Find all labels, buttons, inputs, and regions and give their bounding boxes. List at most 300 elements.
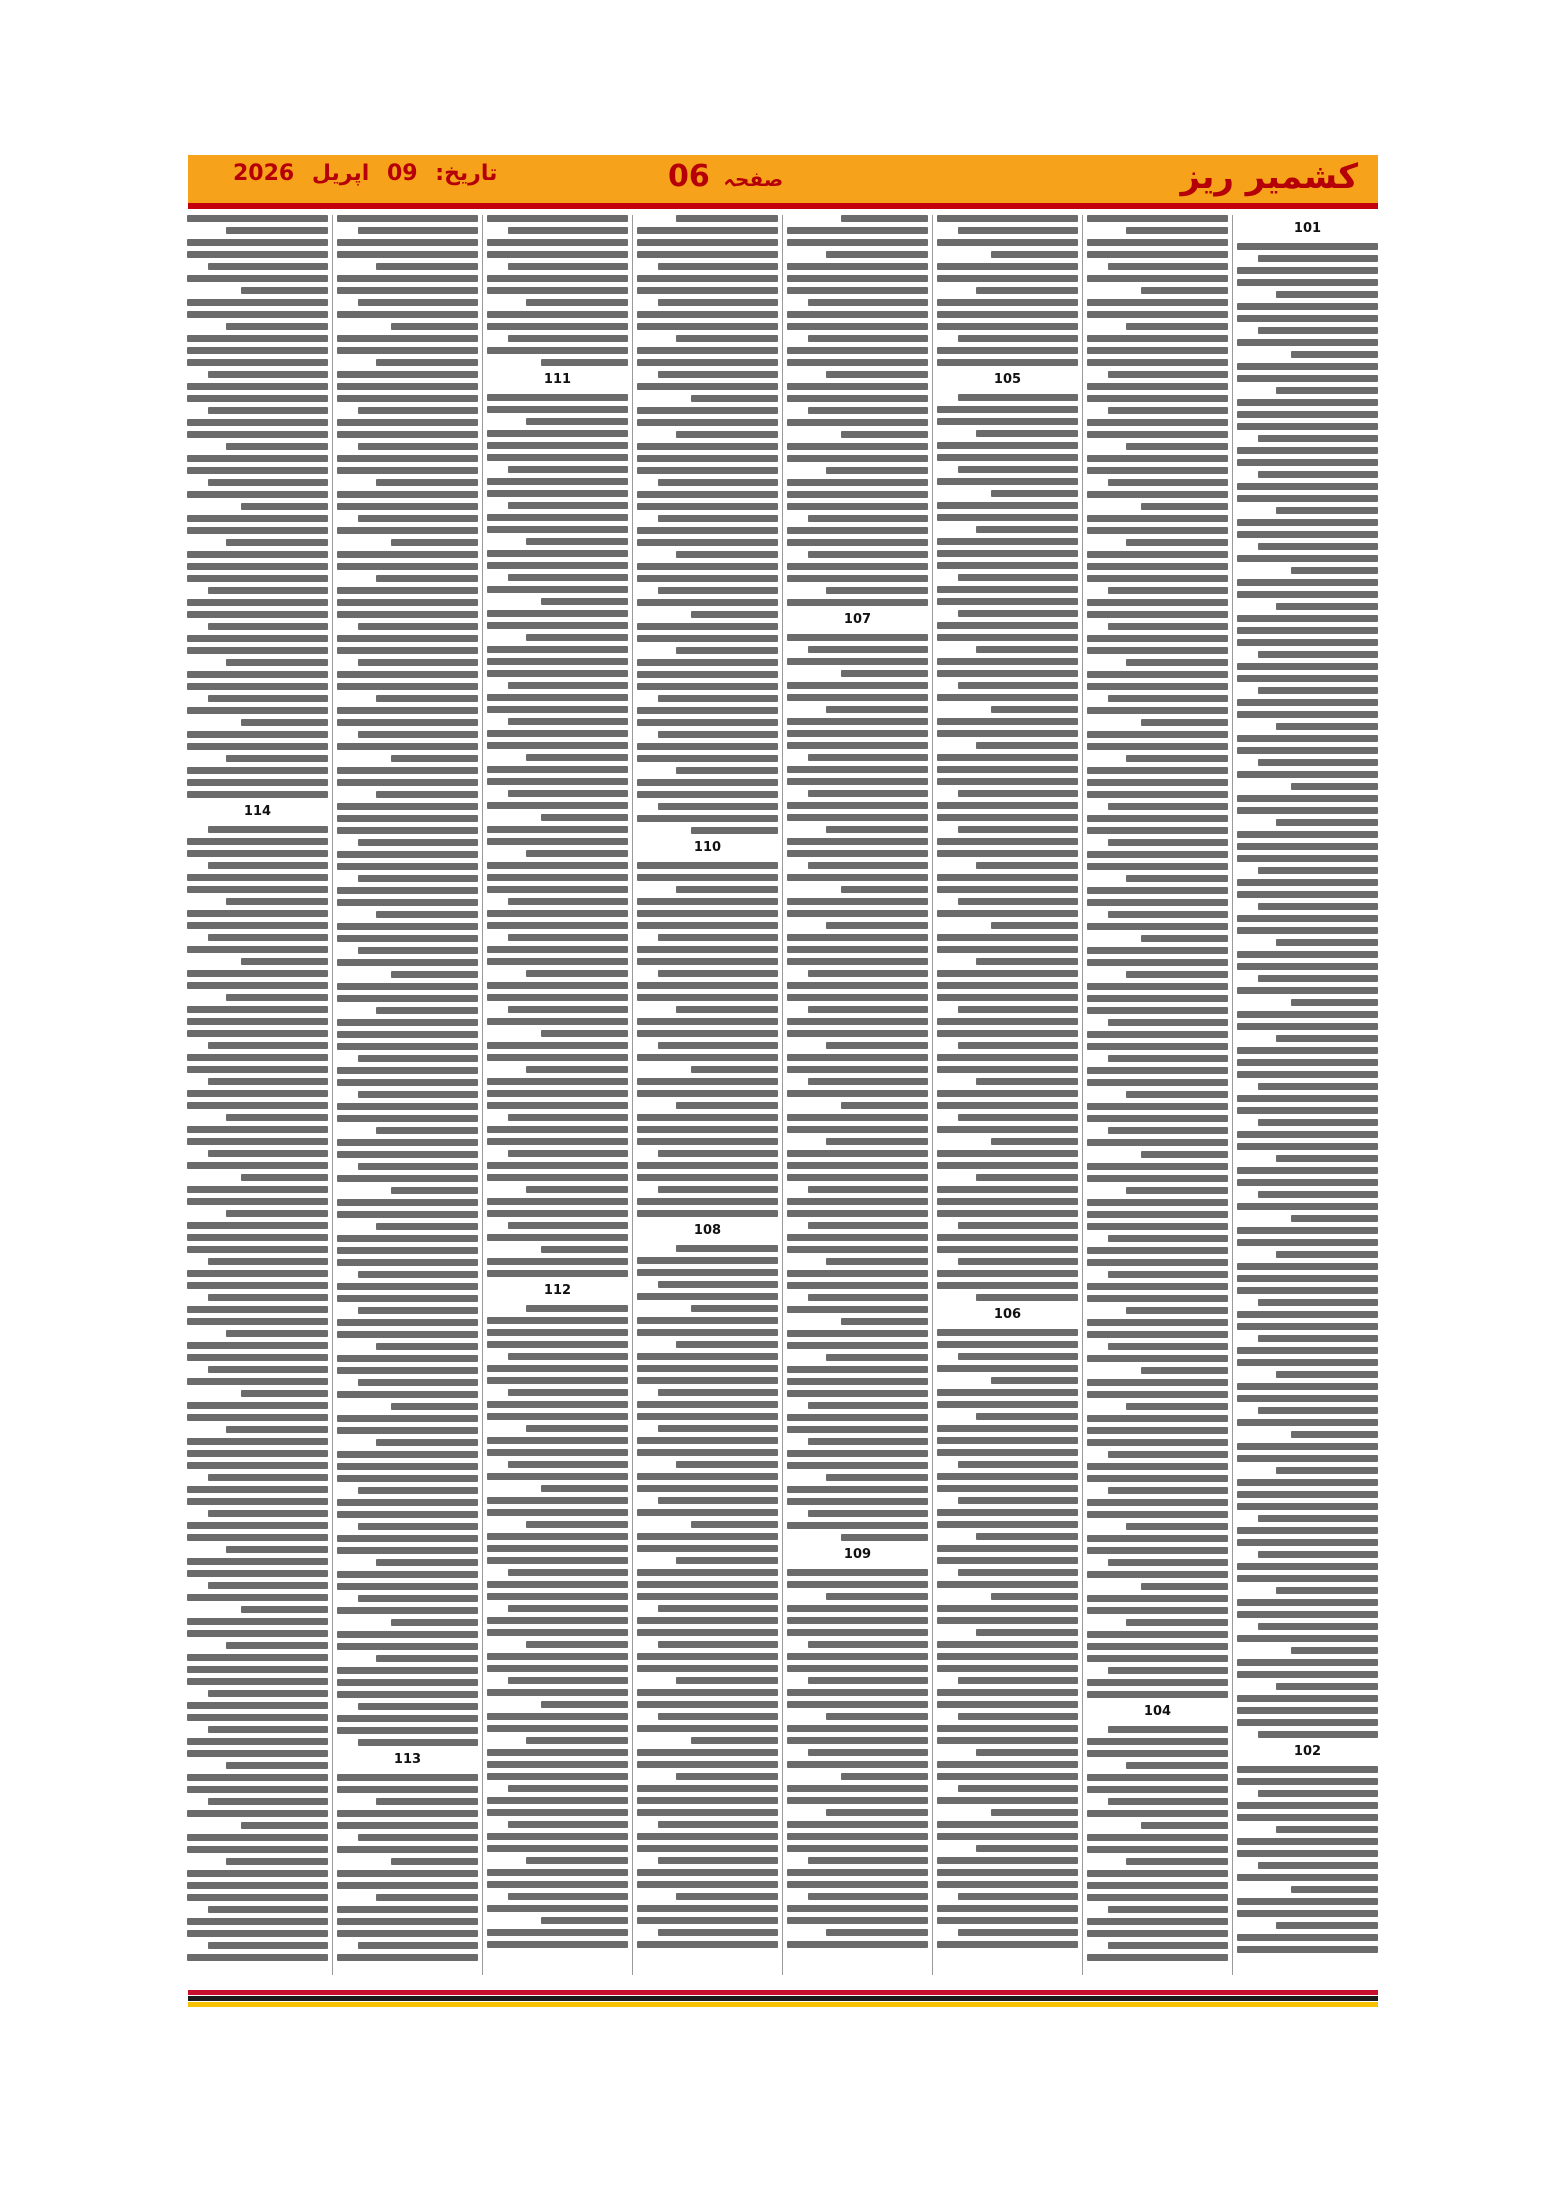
text-line: [958, 1222, 1078, 1229]
text-line: [937, 311, 1078, 318]
text-line: [787, 395, 928, 402]
text-line: [1237, 1539, 1378, 1546]
text-line: [1237, 411, 1378, 418]
text-line: [487, 874, 628, 881]
text-line: [1087, 1463, 1228, 1470]
text-line: [637, 779, 778, 786]
text-line: [1237, 843, 1378, 850]
text-line: [937, 838, 1078, 845]
text-line: [226, 1426, 328, 1433]
text-line: [637, 1785, 778, 1792]
text-line: [787, 946, 928, 953]
text-line: [1087, 491, 1228, 498]
text-line: [526, 299, 628, 306]
text-line: [976, 1845, 1078, 1852]
text-line: [1237, 891, 1378, 898]
text-line: [337, 995, 478, 1002]
text-line: [487, 1713, 628, 1720]
text-line: [937, 1773, 1078, 1780]
text-line: [187, 683, 328, 690]
text-line: [637, 227, 778, 234]
text-line: [658, 371, 778, 378]
text-line: [808, 1677, 928, 1684]
text-line: [787, 1162, 928, 1169]
text-line: [937, 1066, 1078, 1073]
text-line: [1108, 695, 1228, 702]
text-line: [1237, 1311, 1378, 1318]
text-line: [937, 1126, 1078, 1133]
column-rule: [782, 215, 783, 1975]
text-line: [637, 563, 778, 570]
text-line: [991, 1377, 1078, 1384]
text-line: [487, 1401, 628, 1408]
text-line: [487, 478, 628, 485]
text-line: [1237, 1347, 1378, 1354]
text-line: [1276, 1371, 1378, 1378]
text-line: [208, 1474, 328, 1481]
masthead-title: کشمیر ریز: [1180, 157, 1358, 197]
text-line: [937, 263, 1078, 270]
text-line: [337, 1499, 478, 1506]
text-line: [1087, 395, 1228, 402]
text-line: [937, 934, 1078, 941]
text-line: [187, 239, 328, 246]
text-line: [637, 707, 778, 714]
text-line: [937, 1401, 1078, 1408]
text-line: [187, 1570, 328, 1577]
text-line: [337, 1367, 478, 1374]
text-line: [841, 1534, 928, 1541]
text-line: [637, 1797, 778, 1804]
text-line: [1126, 323, 1228, 330]
text-line: [958, 574, 1078, 581]
text-line: [1087, 1175, 1228, 1182]
text-line: [787, 455, 928, 462]
text-line: [1237, 1359, 1378, 1366]
text-line: [337, 503, 478, 510]
text-line: [637, 1174, 778, 1181]
text-line: [976, 1533, 1078, 1540]
text-line: [487, 994, 628, 1001]
text-line: [337, 347, 478, 354]
text-line: [976, 958, 1078, 965]
text-line: [787, 1653, 928, 1660]
text-line: [637, 910, 778, 917]
text-line: [187, 563, 328, 570]
text-line: [337, 1870, 478, 1877]
text-line: [187, 1270, 328, 1277]
text-line: [787, 1689, 928, 1696]
article-number: 112: [543, 1283, 572, 1298]
text-line: [337, 779, 478, 786]
text-line: [637, 1437, 778, 1444]
text-line: [1237, 459, 1378, 466]
text-line: [187, 1354, 328, 1361]
text-line: [526, 418, 628, 425]
text-line: [337, 551, 478, 558]
text-line: [937, 538, 1078, 545]
text-line: [1087, 455, 1228, 462]
text-line: [787, 682, 928, 689]
text-line: [487, 287, 628, 294]
text-line: [337, 1571, 478, 1578]
text-line: [358, 623, 478, 630]
text-line: [1237, 591, 1378, 598]
text-line: [187, 767, 328, 774]
text-line: [658, 1425, 778, 1432]
text-line: [787, 1462, 928, 1469]
text-line: [487, 1365, 628, 1372]
text-line: [808, 1294, 928, 1301]
article-number: 109: [843, 1547, 872, 1562]
text-line: [1087, 563, 1228, 570]
text-line: [976, 1749, 1078, 1756]
text-line: [787, 1725, 928, 1732]
text-line: [1237, 1635, 1378, 1642]
text-line: [487, 982, 628, 989]
text-line: [637, 1030, 778, 1037]
text-line: [487, 1317, 628, 1324]
text-line: [937, 1282, 1078, 1289]
text-line: [787, 802, 928, 809]
text-line: [1237, 1131, 1378, 1138]
text-line: [337, 1103, 478, 1110]
text-line: [637, 539, 778, 546]
text-line: [187, 1786, 328, 1793]
text-line: [676, 767, 778, 774]
text-line: [337, 863, 478, 870]
text-line: [187, 1810, 328, 1817]
text-line: [1258, 471, 1378, 478]
text-line: [976, 430, 1078, 437]
text-line: [787, 1330, 928, 1337]
text-line: [937, 634, 1078, 641]
text-line: [358, 839, 478, 846]
text-line: [787, 443, 928, 450]
text-line: [1237, 1287, 1378, 1294]
text-line: [937, 1869, 1078, 1876]
text-line: [487, 1833, 628, 1840]
text-line: [1141, 1822, 1228, 1829]
text-line: [937, 850, 1078, 857]
text-line: [1087, 1043, 1228, 1050]
text-line: [787, 1701, 928, 1708]
text-line: [841, 1773, 928, 1780]
text-line: [337, 371, 478, 378]
text-line: [187, 1066, 328, 1073]
text-line: [487, 514, 628, 521]
text-line: [691, 1305, 778, 1312]
text-line: [637, 1198, 778, 1205]
text-line: [487, 778, 628, 785]
text-line: [337, 923, 478, 930]
text-line: [187, 359, 328, 366]
text-line: [808, 970, 928, 977]
text-line: [976, 287, 1078, 294]
text-line: [487, 742, 628, 749]
text-line: [337, 1319, 478, 1326]
text-line: [241, 958, 328, 965]
text-line: [487, 838, 628, 845]
text-line: [637, 1941, 778, 1948]
text-line: [937, 910, 1078, 917]
text-line: [337, 1822, 478, 1829]
text-line: [541, 1030, 628, 1037]
text-line: [1087, 1103, 1228, 1110]
text-line: [337, 815, 478, 822]
text-line: [391, 1403, 478, 1410]
text-line: [337, 719, 478, 726]
text-line: [376, 911, 478, 918]
text-line: [487, 454, 628, 461]
text-line: [226, 1210, 328, 1217]
text-line: [937, 970, 1078, 977]
text-line: [658, 299, 778, 306]
text-line: [1087, 923, 1228, 930]
text-line: [1258, 1335, 1378, 1342]
text-line: [487, 862, 628, 869]
text-line: [508, 335, 628, 342]
text-line: [787, 323, 928, 330]
text-line: [637, 503, 778, 510]
column-rule: [1082, 215, 1083, 1975]
text-line: [637, 1269, 778, 1276]
page-number: 06: [668, 159, 710, 194]
text-line: [937, 1905, 1078, 1912]
text-line: [658, 695, 778, 702]
text-line: [337, 935, 478, 942]
text-line: [208, 1942, 328, 1949]
text-line: [1126, 1523, 1228, 1530]
text-line: [187, 611, 328, 618]
text-line: [937, 1186, 1078, 1193]
text-line: [1126, 1858, 1228, 1865]
text-line: [637, 1317, 778, 1324]
text-line: [1087, 1738, 1228, 1745]
text-line: [1258, 1191, 1378, 1198]
text-line: [187, 1774, 328, 1781]
text-line: [187, 1282, 328, 1289]
text-line: [676, 215, 778, 222]
text-line: [1237, 279, 1378, 286]
text-line: [187, 347, 328, 354]
text-line: [787, 1498, 928, 1505]
text-line: [208, 934, 328, 941]
text-line: [208, 1906, 328, 1913]
text-line: [937, 1833, 1078, 1840]
text-line: [487, 1162, 628, 1169]
text-line: [787, 1126, 928, 1133]
text-line: [1237, 915, 1378, 922]
text-line: [787, 1066, 928, 1073]
text-line: [487, 958, 628, 965]
text-line: [1291, 351, 1378, 358]
text-line: [658, 970, 778, 977]
text-line: [187, 1654, 328, 1661]
text-line: [691, 395, 778, 402]
text-line: [937, 1941, 1078, 1948]
text-line: [1108, 1487, 1228, 1494]
text-column: [937, 215, 1078, 1975]
text-line: [787, 850, 928, 857]
text-line: [1237, 831, 1378, 838]
text-line: [337, 959, 478, 966]
text-line: [937, 1665, 1078, 1672]
text-line: [676, 647, 778, 654]
text-line: [787, 1342, 928, 1349]
text-line: [1237, 1275, 1378, 1282]
text-line: [1087, 1415, 1228, 1422]
date-year: 2026: [233, 161, 295, 186]
text-line: [187, 1438, 328, 1445]
text-line: [208, 1366, 328, 1373]
text-line: [937, 1881, 1078, 1888]
text-line: [787, 1378, 928, 1385]
text-line: [337, 1211, 478, 1218]
text-line: [226, 539, 328, 546]
text-line: [487, 1138, 628, 1145]
text-line: [541, 1246, 628, 1253]
text-line: [1237, 1814, 1378, 1821]
text-line: [637, 1210, 778, 1217]
text-line: [208, 1042, 328, 1049]
text-line: [208, 1510, 328, 1517]
text-line: [337, 1643, 478, 1650]
text-line: [1141, 503, 1228, 510]
text-line: [1126, 971, 1228, 978]
text-line: [187, 1522, 328, 1529]
text-line: [808, 754, 928, 761]
text-line: [1237, 1491, 1378, 1498]
text-line: [337, 803, 478, 810]
text-line: [1276, 291, 1378, 298]
text-line: [1087, 1499, 1228, 1506]
text-line: [787, 874, 928, 881]
text-line: [1237, 399, 1378, 406]
text-line: [787, 1150, 928, 1157]
text-line: [487, 646, 628, 653]
text-line: [337, 851, 478, 858]
text-line: [958, 1042, 1078, 1049]
text-line: [526, 1737, 628, 1744]
article-number: 114: [243, 804, 272, 819]
text-line: [676, 1102, 778, 1109]
text-line: [637, 994, 778, 1001]
text-line: [937, 562, 1078, 569]
text-line: [1087, 599, 1228, 606]
text-line: [487, 1126, 628, 1133]
text-line: [958, 466, 1078, 473]
text-line: [937, 598, 1078, 605]
text-line: [937, 1102, 1078, 1109]
text-line: [1108, 1019, 1228, 1026]
text-line: [1087, 995, 1228, 1002]
text-line: [1237, 267, 1378, 274]
text-line: [1087, 1355, 1228, 1362]
text-line: [187, 1870, 328, 1877]
text-line: [391, 971, 478, 978]
text-line: [976, 1294, 1078, 1301]
text-line: [826, 1809, 928, 1816]
text-line: [637, 1138, 778, 1145]
text-line: [787, 1090, 928, 1097]
text-line: [1276, 939, 1378, 946]
text-line: [658, 1389, 778, 1396]
text-line: [787, 1486, 928, 1493]
text-line: [637, 1018, 778, 1025]
text-line: [208, 1582, 328, 1589]
text-line: [1087, 1607, 1228, 1614]
text-line: [226, 1858, 328, 1865]
text-line: [637, 815, 778, 822]
text-line: [337, 1810, 478, 1817]
text-line: [787, 1198, 928, 1205]
text-line: [1108, 623, 1228, 630]
text-line: [187, 491, 328, 498]
text-line: [808, 1749, 928, 1756]
text-line: [508, 1461, 628, 1468]
text-line: [958, 394, 1078, 401]
text-line: [187, 251, 328, 258]
text-column: [787, 215, 928, 1975]
text-line: [937, 754, 1078, 761]
text-line: [1258, 1119, 1378, 1126]
text-line: [1108, 371, 1228, 378]
text-line: [787, 1869, 928, 1876]
text-line: [1087, 419, 1228, 426]
text-line: [187, 1930, 328, 1937]
text-line: [637, 1162, 778, 1169]
text-line: [187, 1222, 328, 1229]
article-number: 113: [393, 1752, 422, 1767]
text-line: [637, 527, 778, 534]
text-line: [787, 1018, 928, 1025]
text-line: [676, 1677, 778, 1684]
text-line: [637, 683, 778, 690]
text-line: [208, 407, 328, 414]
text-line: [1237, 1383, 1378, 1390]
text-line: [487, 1234, 628, 1241]
article-number: 105: [993, 372, 1022, 387]
text-line: [487, 1090, 628, 1097]
text-line: [826, 1593, 928, 1600]
text-line: [1237, 1946, 1378, 1953]
text-line: [337, 587, 478, 594]
text-line: [637, 1809, 778, 1816]
text-line: [691, 611, 778, 618]
text-line: [637, 1473, 778, 1480]
text-line: [787, 1605, 928, 1612]
text-line: [337, 395, 478, 402]
text-line: [1108, 911, 1228, 918]
text-line: [508, 718, 628, 725]
text-line: [1087, 527, 1228, 534]
text-line: [508, 1677, 628, 1684]
text-line: [1258, 1083, 1378, 1090]
text-line: [787, 599, 928, 606]
text-line: [487, 1617, 628, 1624]
text-line: [337, 1259, 478, 1266]
text-line: [787, 1665, 928, 1672]
text-line: [187, 886, 328, 893]
text-line: [637, 719, 778, 726]
date-label: تاریخ:: [435, 161, 498, 186]
text-line: [787, 766, 928, 773]
text-line: [337, 1906, 478, 1913]
text-line: [1291, 1431, 1378, 1438]
text-line: [808, 1186, 928, 1193]
text-line: [1126, 1307, 1228, 1314]
